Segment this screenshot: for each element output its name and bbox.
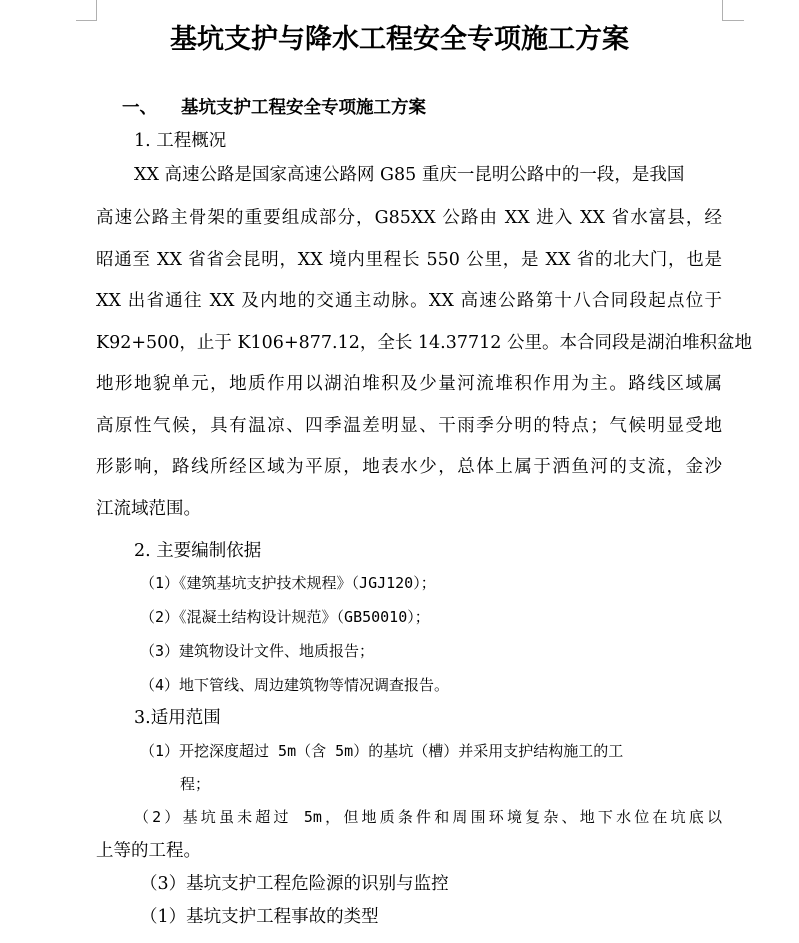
subsection-2-heading: 2. 主要编制依据 xyxy=(134,541,262,561)
subsection-1-heading: 1. 工程概况 xyxy=(134,131,227,151)
document-title: 基坑支护与降水工程安全专项施工方案 xyxy=(170,24,629,55)
scope-item-2-line-1: （2）基坑虽未超过 5m，但地质条件和周围环境复杂、地下水位在坑底以 xyxy=(134,808,722,826)
crop-mark-top-left-v xyxy=(96,0,97,20)
section-1-number: 一、 xyxy=(122,98,157,118)
overview-line-4: XX 出省通往 XX 及内地的交通主动脉。XX 高速公路第十八合同段起点位于 xyxy=(96,291,722,311)
basis-item-2: （2）《混凝土结构设计规范》（GB50010）； xyxy=(140,608,430,626)
scope-item-4: （1）基坑支护工程事故的类型 xyxy=(140,907,379,927)
crop-mark-top-right-v xyxy=(722,0,723,20)
overview-line-1: XX 高速公路是国家高速公路网 G85 重庆一昆明公路中的一段，是我国 xyxy=(134,165,685,185)
basis-item-4: （4）地下管线、周边建筑物等情况调查报告。 xyxy=(140,676,450,694)
crop-mark-top-left-h xyxy=(76,20,97,21)
overview-line-5: K92+500，止于 K106+877.12，全长 14.37712 公里。本合同段是湖泊堆积盆地 xyxy=(96,333,752,353)
crop-mark-top-right-h xyxy=(722,20,744,21)
section-1-heading: 基坑支护工程安全专项施工方案 xyxy=(181,98,426,118)
scope-item-1-line-1: （1）开挖深度超过 5m（含 5m）的基坑（槽）并采用支护结构施工的工 xyxy=(140,742,624,760)
overview-line-7: 高原性气候，具有温凉、四季温差明显、干雨季分明的特点；气候明显受地 xyxy=(96,416,722,436)
basis-item-3: （3）建筑物设计文件、地质报告； xyxy=(140,642,375,660)
scope-item-1-line-2: 程； xyxy=(180,775,211,793)
subsection-3-heading: 3.适用范围 xyxy=(134,708,221,728)
overview-line-2: 高速公路主骨架的重要组成部分，G85XX 公路由 XX 进入 XX 省水富县，经 xyxy=(96,208,722,228)
overview-line-6: 地形地貌单元，地质作用以湖泊堆积及少量河流堆积作用为主。路线区域属 xyxy=(96,374,722,394)
scope-item-3: （3）基坑支护工程危险源的识别与监控 xyxy=(140,874,449,894)
overview-line-9: 江流域范围。 xyxy=(96,499,201,519)
overview-line-8: 形影响，路线所经区域为平原，地表水少，总体上属于洒鱼河的支流，金沙 xyxy=(96,457,722,477)
overview-line-3: 昭通至 XX 省省会昆明，XX 境内里程长 550 公里，是 XX 省的北大门，也是 xyxy=(96,250,722,270)
scope-item-2-line-2: 上等的工程。 xyxy=(96,841,201,861)
basis-item-1: （1）《建筑基坑支护技术规程》（JGJ120）； xyxy=(140,574,436,592)
